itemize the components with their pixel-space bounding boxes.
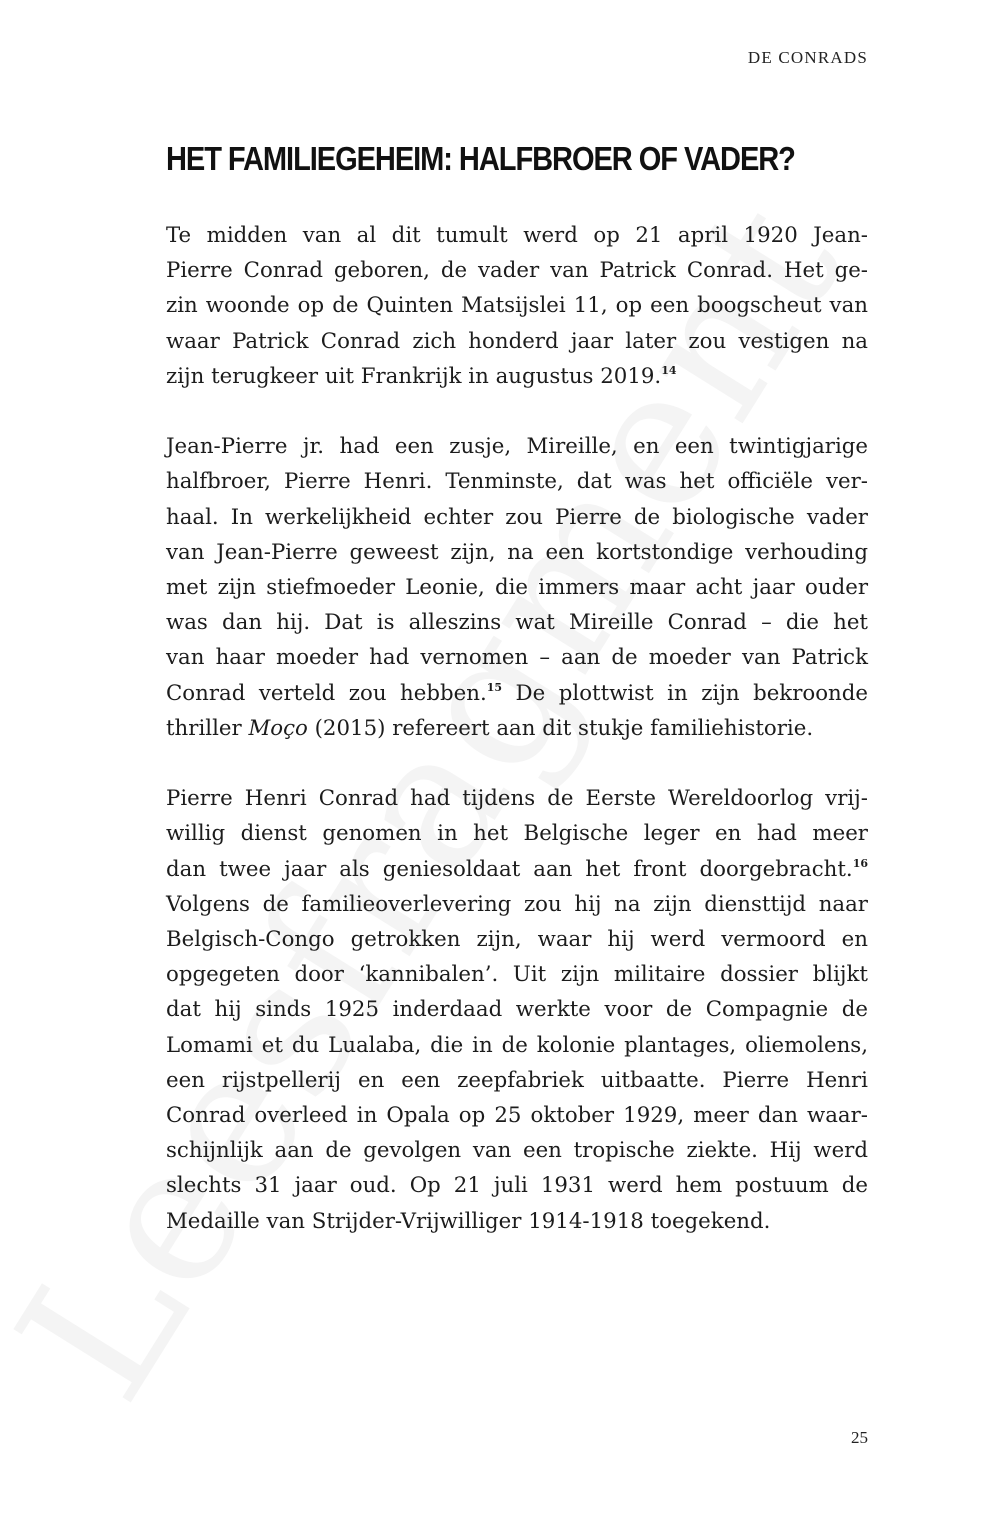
text-line: Conrad overleed in Opala op 25 oktober 1929, meer dan waar-	[166, 1103, 868, 1129]
text-line: een rijstpellerij en een zeepfabriek uitbaatte. Pierre Henri	[166, 1067, 868, 1093]
text-line: willig dienst genomen in het Belgische leger en had meer	[166, 821, 868, 847]
text-line: van Jean-Pierre geweest zijn, na een kortstondige verhouding	[166, 539, 868, 565]
text-line: Belgisch-Congo getrokken zijn, waar hij werd vermoord en	[166, 927, 868, 953]
text-line: schijnlijk aan de gevolgen van een tropische ziekte. Hij werd	[166, 1138, 868, 1164]
text-run: zijn terugkeer uit Frankrijk in augustus 2019.	[166, 363, 662, 389]
text-line: Te midden van al dit tumult werd op 21 april 1920 Jean-	[166, 223, 868, 248]
text-line	[166, 676, 868, 711]
text-run: dan twee jaar als geniesoldaat aan het front doorgebracht.	[166, 856, 853, 882]
text-line: haal. In werkelijkheid echter zou Pierre de biologische vader	[166, 504, 868, 530]
text-line	[166, 852, 868, 887]
paragraph-3	[166, 781, 868, 1239]
paragraph-1	[166, 218, 868, 394]
footnote-ref: 14	[661, 363, 677, 377]
text-line: zin woonde op de Quinten Matsijslei 11, op een boogscheut van	[166, 293, 868, 319]
text-line: Pierre Henri Conrad had tijdens de Eerste Wereldoorlog vrij-	[166, 786, 868, 812]
page-number: 25	[851, 1428, 868, 1447]
text-line	[166, 711, 868, 746]
chapter-title: HET FAMILIEGEHEIM: HALFBROER OF VADER?	[166, 140, 795, 177]
text-line: Volgens de familieoverlevering zou hij na zijn diensttijd naar	[166, 891, 868, 917]
text-line: dat hij sinds 1925 inderdaad werkte voor de Compagnie de	[166, 997, 868, 1023]
text-line: Lomami et du Lualaba, die in de kolonie plantages, oliemolens,	[166, 1032, 868, 1058]
text-line	[166, 359, 868, 394]
paragraph-2	[166, 429, 868, 746]
text-line: met zijn stiefmoeder Leonie, die immers maar acht jaar ouder	[166, 575, 868, 601]
text-line: slechts 31 jaar oud. Op 21 juli 1931 werd hem postuum de	[166, 1173, 868, 1199]
text-line: Jean-Pierre jr. had een zusje, Mireille, en een twintigjarige	[166, 434, 868, 460]
text-line: opgegeten door ‘kannibalen’. Uit zijn militaire dossier blijkt	[166, 962, 868, 988]
text-run: Conrad verteld zou hebben.	[166, 680, 487, 706]
text-run: thriller	[166, 715, 249, 741]
text-run: De plottwist in zijn bekroonde	[502, 680, 868, 706]
text-line: van haar moeder had vernomen – aan de moeder van Patrick	[166, 645, 868, 671]
book-title: Moço	[248, 715, 308, 741]
body-text	[166, 218, 868, 1274]
text-line: Medaille van Strijder-Vrijwilliger 1914-1918 toegekend.	[166, 1208, 771, 1234]
footnote-ref: 16	[852, 856, 868, 870]
text-line: waar Patrick Conrad zich honderd jaar later zou vestigen na	[166, 328, 868, 354]
text-line: Pierre Conrad geboren, de vader van Patrick Conrad. Het ge-	[166, 258, 868, 284]
running-header: DE CONRADS	[747, 48, 868, 67]
footnote-ref: 15	[486, 680, 503, 694]
text-run: (2015) refereert aan dit stukje familiehistorie.	[307, 715, 814, 741]
text-line: was dan hij. Dat is alleszins wat Mireille Conrad – die het	[166, 610, 868, 636]
text-line: halfbroer, Pierre Henri. Tenminste, dat was het officiële ver-	[166, 469, 868, 495]
